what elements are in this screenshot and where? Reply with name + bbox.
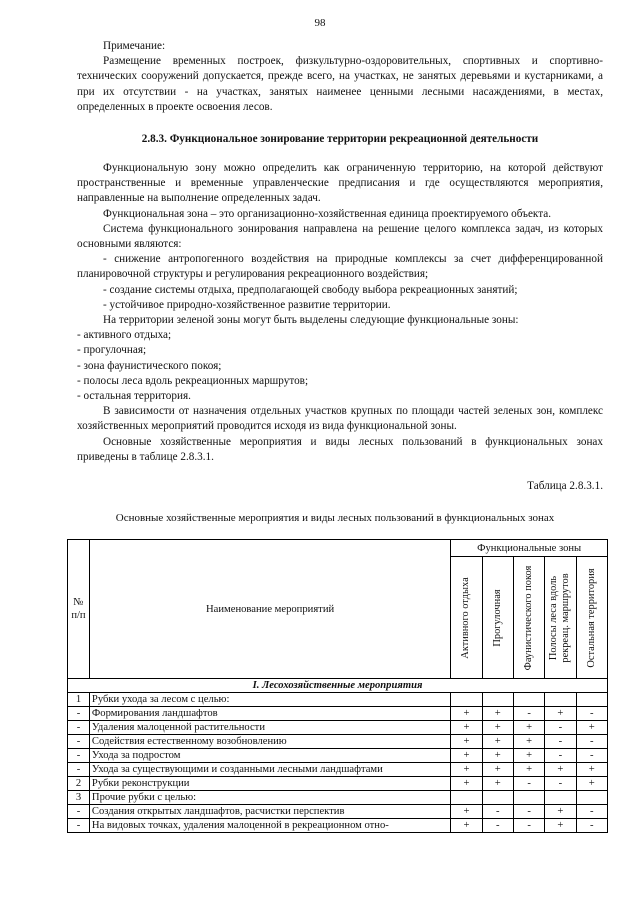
paragraph: Основные хозяйственные мероприятия и виды лесных пользований в функциональных зонах приведены в таблице 2.8.3.1.: [77, 435, 603, 463]
paragraph: Функциональную зону можно определить как ограниченную территорию, на которой действуют пространственные и временные управленческие предписания и где осуществляются мероприятия, направленные на выполнение определенных задач.: [77, 162, 603, 205]
section-row: I. Лесохозяйственные мероприятия: [68, 679, 608, 693]
measure-name: Прочие рубки с целью:: [89, 791, 450, 805]
zone-mark: [576, 693, 607, 707]
table-row: [68, 721, 608, 735]
bullet-item: - устойчивое природно-хозяйственное развитие территории.: [103, 298, 391, 311]
zone-mark: +: [482, 777, 513, 791]
body-text: [77, 161, 603, 465]
zone-mark: [513, 693, 544, 707]
zone-mark: +: [576, 777, 607, 791]
zone-mark: +: [451, 735, 482, 749]
table-row: [68, 819, 608, 833]
zone-list-item: - активного отдыха;: [77, 329, 172, 342]
table-row: [68, 693, 608, 707]
zone-mark: +: [513, 735, 544, 749]
zone-mark: +: [576, 763, 607, 777]
zone-mark: +: [451, 707, 482, 721]
zone-mark: -: [545, 749, 576, 763]
note-label: Примечание:: [103, 40, 166, 52]
zone-mark: -: [513, 819, 544, 833]
measure-name: Рубки реконструкции: [89, 777, 450, 791]
zone-mark: +: [451, 805, 482, 819]
zone-mark: -: [545, 735, 576, 749]
zone-mark: +: [451, 777, 482, 791]
num-header: № п/п: [68, 540, 90, 679]
measure-name: Ухода за подростом: [89, 749, 450, 763]
zone-mark: +: [482, 763, 513, 777]
zone-mark: -: [513, 777, 544, 791]
measure-name: Рубки ухода за лесом с целью:: [89, 693, 450, 707]
measure-name: Удаления малоценной растительности: [89, 721, 450, 735]
zone-header: Полосы леса вдоль рекреац. маршрутов: [545, 557, 576, 679]
note-text: Размещение временных построек, физкультурно-оздоровительных, спортивных и спортивно-технических сооружений допускается, прежде всего, на участках, не занятых деревьями и кустарниками, а при их отсутствии - на участках, занятых наименее ценными лесными насаждениями, в местах, определенных в проекте освоения лесов.: [77, 55, 603, 113]
zone-header: Прогулочная: [482, 557, 513, 679]
zone-mark: +: [451, 749, 482, 763]
measure-name: Содействия естественному возобновлению: [89, 735, 450, 749]
bullet-item: - снижение антропогенного воздействия на природные комплексы за счет дифференцированной планировочной структуры и регулирования рекреационного воздействия;: [77, 253, 603, 281]
row-number: -: [68, 735, 90, 749]
table-row: [68, 707, 608, 721]
zone-mark: -: [513, 805, 544, 819]
zone-mark: -: [513, 707, 544, 721]
table-row: [68, 777, 608, 791]
zone-mark: [451, 693, 482, 707]
zone-mark: -: [482, 819, 513, 833]
measure-name: Ухода за существующими и созданными лесными ландшафтами: [89, 763, 450, 777]
zone-mark: +: [482, 749, 513, 763]
zone-mark: +: [513, 763, 544, 777]
zone-mark: +: [545, 763, 576, 777]
measure-name: Формирования ландшафтов: [89, 707, 450, 721]
section-title: 2.8.3. Функциональное зонирование территории рекреационной деятельности: [141, 133, 539, 145]
bullet-item: - создание системы отдыха, предполагающей свободу выбора рекреационных занятий;: [103, 283, 518, 296]
zone-mark: [576, 791, 607, 805]
zone-mark: +: [482, 721, 513, 735]
zone-mark: [482, 693, 513, 707]
zone-header: Фаунистического покоя: [513, 557, 544, 679]
zone-list-item: - остальная территория.: [77, 390, 191, 403]
note-block: [77, 39, 603, 115]
zone-mark: -: [545, 777, 576, 791]
zone-mark: -: [576, 819, 607, 833]
measure-name: Создания открытых ландшафтов, расчистки перспектив: [89, 805, 450, 819]
zone-mark: +: [482, 707, 513, 721]
zone-mark: +: [545, 707, 576, 721]
page-number: 98: [314, 17, 326, 29]
zone-mark: +: [513, 749, 544, 763]
row-number: -: [68, 763, 90, 777]
zone-mark: [513, 791, 544, 805]
measures-table: [67, 539, 608, 833]
table-row: [68, 763, 608, 777]
table-reference: Таблица 2.8.3.1.: [527, 480, 603, 492]
table-row: [68, 791, 608, 805]
zone-mark: -: [482, 805, 513, 819]
zone-list-item: - прогулочная;: [77, 344, 147, 357]
name-header: Наименование мероприятий: [89, 540, 450, 679]
zone-mark: +: [451, 763, 482, 777]
zone-mark: -: [576, 805, 607, 819]
zone-header: Остальная территория: [576, 557, 607, 679]
zone-mark: +: [576, 721, 607, 735]
paragraph: Функциональная зона – это организационно-хозяйственная единица проектируемого объекта.: [103, 207, 551, 220]
row-number: 3: [68, 791, 90, 805]
zone-mark: +: [545, 819, 576, 833]
zone-mark: -: [576, 749, 607, 763]
zone-mark: +: [451, 721, 482, 735]
table-caption: Основные хозяйственные мероприятия и виды лесных пользований в функциональных зонах: [115, 512, 555, 524]
zone-mark: -: [576, 735, 607, 749]
row-number: -: [68, 749, 90, 763]
row-number: -: [68, 707, 90, 721]
zone-list-item: - полосы леса вдоль рекреационных маршрутов;: [77, 374, 309, 387]
paragraph: В зависимости от назначения отдельных участков крупных по площади частей зеленых зон, комплекс хозяйственных мероприятий проводится исходя из вида функциональной зоны.: [77, 405, 603, 433]
zone-mark: -: [576, 707, 607, 721]
zone-header: Активного отдыха: [451, 557, 482, 679]
row-number: 1: [68, 693, 90, 707]
table-row: [68, 749, 608, 763]
zone-mark: -: [545, 721, 576, 735]
paragraph: На территории зеленой зоны могут быть выделены следующие функциональные зоны:: [103, 314, 519, 327]
row-number: -: [68, 819, 90, 833]
table-row: [68, 735, 608, 749]
zone-mark: +: [482, 735, 513, 749]
table-row: [68, 805, 608, 819]
zone-mark: [545, 693, 576, 707]
row-number: 2: [68, 777, 90, 791]
paragraph: Система функционального зонирования направлена на решение целого комплекса задач, из которых основными являются:: [77, 222, 603, 251]
zone-list-item: - зона фаунистического покоя;: [77, 359, 222, 372]
zone-mark: [451, 791, 482, 805]
zone-mark: [482, 791, 513, 805]
zone-mark: [545, 791, 576, 805]
zone-mark: +: [513, 721, 544, 735]
row-number: -: [68, 805, 90, 819]
zone-mark: +: [545, 805, 576, 819]
zone-mark: +: [451, 819, 482, 833]
measure-name: На видовых точках, удаления малоценной в рекреационном отно-: [89, 819, 450, 833]
zones-header: Функциональные зоны: [451, 540, 608, 557]
row-number: -: [68, 721, 90, 735]
